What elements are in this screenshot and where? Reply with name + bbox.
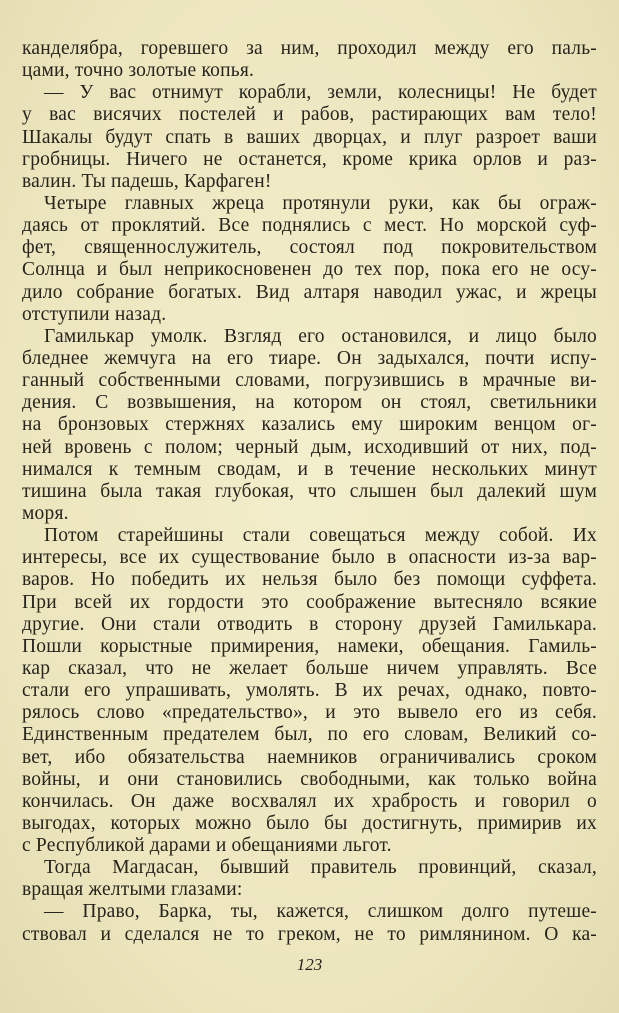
text-line: фет, священнослужитель, состоял под покровительством xyxy=(22,237,597,259)
text-line: бледнее жемчуга на его тиаре. Он задыхался, почти испу- xyxy=(22,347,597,369)
text-line: войны, и они становились свободными, как только война xyxy=(22,768,597,790)
text-line: с Республикой дарами и обещаниями льгот. xyxy=(22,835,392,857)
text-line: — У вас отнимут корабли, земли, колесницы! Не будет xyxy=(44,82,597,104)
text-line: на бронзовых стержнях казались ему широким венцом ог- xyxy=(22,414,597,436)
paragraph xyxy=(22,193,597,326)
text-line: гробницы. Ничего не останется, кроме крика орлов и раз- xyxy=(22,148,597,170)
text-line: тишина была такая глубокая, что слышен был далекий шум xyxy=(22,480,597,502)
text-line: выгодах, которых можно было бы достигнуть, примирив их xyxy=(22,812,597,834)
text-line: нимался к темным сводам, и в течение нескольких минут xyxy=(22,458,597,480)
text-line: дило собрание богатых. Вид алтаря наводил ужас, и жрецы xyxy=(22,281,597,303)
text-line: кончилась. Он даже восхвалял их храбрость и говорил о xyxy=(22,790,597,812)
text-line: у вас висячих постелей и рабов, растирающих вам тело! xyxy=(22,104,597,126)
text-line: рялось слово «предательство», и это вывело его из себя. xyxy=(22,702,597,724)
text-line: Потом старейшины стали совещаться между собой. Их xyxy=(44,525,597,547)
text-line: При всей их гордости это соображение вытесняло всякие xyxy=(22,591,597,613)
body-text xyxy=(22,38,597,946)
text-line: Единственным предателем был, по его словам, Великий со- xyxy=(22,724,597,746)
paragraph xyxy=(22,38,597,82)
text-line: ней вровень с полом; черный дым, исходивший от них, под- xyxy=(22,436,597,458)
text-line: цами, точно золотые копья. xyxy=(22,60,255,82)
text-line: Солнца и был неприкосновенен до тех пор, пока его не осу- xyxy=(22,259,597,281)
text-line: стали его упрашивать, умолять. В их речах, однако, повто- xyxy=(22,680,597,702)
text-line: валин. Ты падешь, Карфаген! xyxy=(22,170,272,192)
text-line: моря. xyxy=(22,502,69,524)
text-line: ствовал и сделался не то греком, не то римлянином. О ка- xyxy=(22,923,597,945)
text-line: ганный собственными словами, погрузившись в мрачные ви- xyxy=(22,370,597,392)
text-line: Гамилькар умолк. Взгляд его остановился, и лицо было xyxy=(44,325,597,347)
text-line: другие. Они стали отводить в сторону друзей Гамилькара. xyxy=(22,613,597,635)
text-line: Шакалы будут спать в ваших дворцах, и плуг разроет ваши xyxy=(22,126,597,148)
paragraph xyxy=(22,857,597,901)
text-line: вращая желтыми глазами: xyxy=(22,879,243,901)
text-line: дения. С возвышения, на котором он стоял, светильники xyxy=(22,392,597,414)
text-line: — Право, Барка, ты, кажется, слишком долго путеше- xyxy=(44,901,597,923)
text-line: Пошли корыстные примирения, намеки, обещания. Гамиль- xyxy=(22,635,597,657)
text-line: интересы, все их существование было в опасности из-за вар- xyxy=(22,547,597,569)
text-line: кар сказал, что не желает больше ничем управлять. Все xyxy=(22,657,597,679)
text-line: канделябра, горевшего за ним, проходил между его паль- xyxy=(22,38,597,59)
paragraph xyxy=(22,82,597,193)
text-line: даясь от проклятий. Все поднялись с мест. Но морской суф- xyxy=(22,215,597,237)
text-line: Четыре главных жреца протянули руки, как бы ограж- xyxy=(44,192,597,214)
text-line: варов. Но победить их нельзя было без помощи суффета. xyxy=(22,569,597,591)
text-line: Тогда Магдасан, бывший правитель провинций, сказал, xyxy=(44,857,597,879)
paragraph xyxy=(22,901,597,945)
text-line: вет, ибо обязательства наемников ограничивались сроком xyxy=(22,746,597,768)
paragraph xyxy=(22,525,597,857)
text-line: отступили назад. xyxy=(22,303,167,325)
page-number: 123 xyxy=(296,955,323,974)
paragraph xyxy=(22,326,597,525)
